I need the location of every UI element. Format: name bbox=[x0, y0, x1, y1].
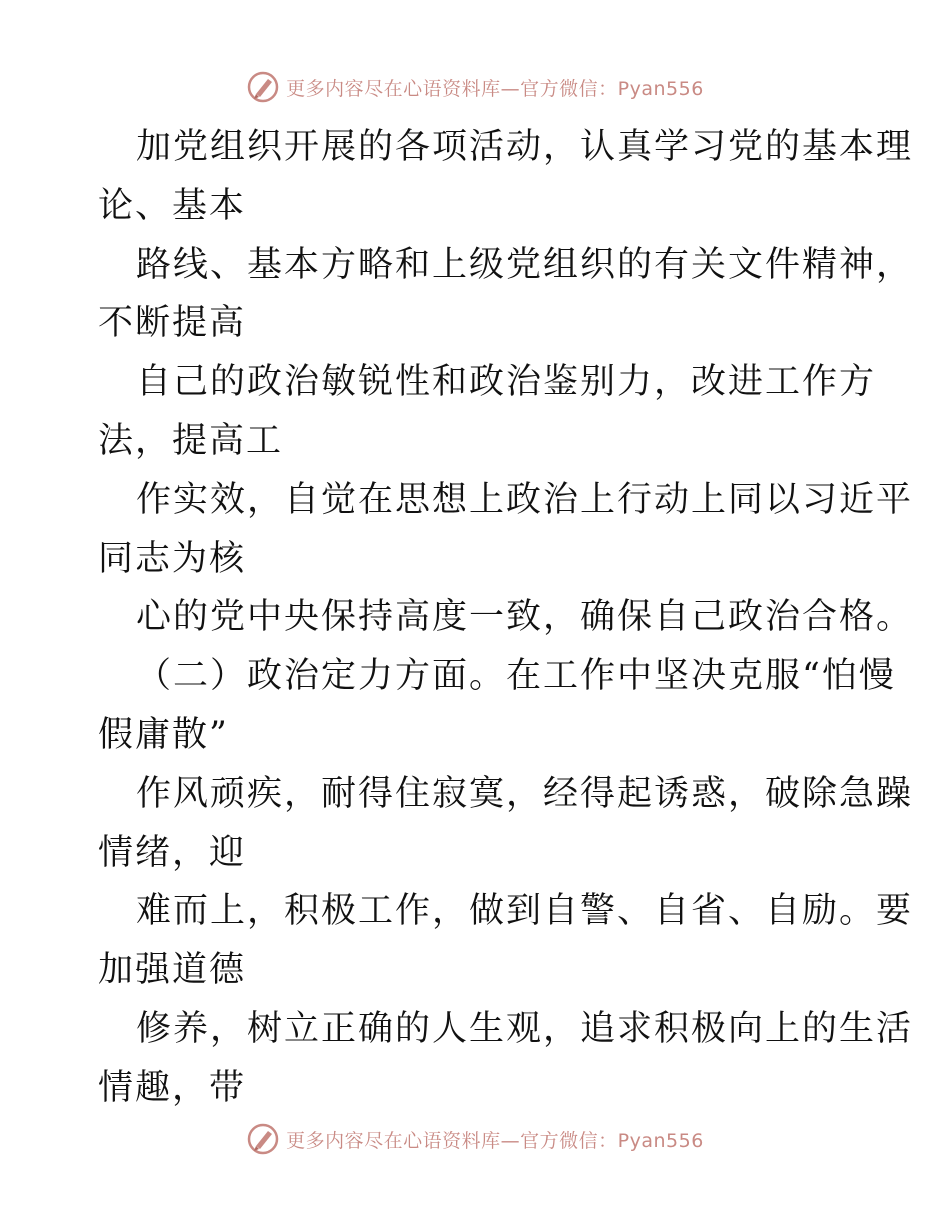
paragraph-line: 修养，树立正确的人生观，追求积极向上的生活 bbox=[136, 1008, 914, 1049]
paragraph-line: 加党组织开展的各项活动，认真学习党的基本理 bbox=[136, 127, 914, 167]
footer-watermark bbox=[0, 1122, 950, 1156]
document-body bbox=[98, 118, 914, 1118]
paragraph-line: 论、基本 bbox=[98, 185, 247, 226]
paragraph-line: 加强道德 bbox=[98, 950, 247, 991]
paragraph-line: 路线、基本方略和上级党组织的有关文件精神， bbox=[136, 244, 914, 285]
paragraph-line: 难而上，积极工作，做到自警、自省、自励。要 bbox=[136, 891, 914, 932]
pen-logo-icon bbox=[246, 70, 280, 104]
watermark-text: 更多内容尽在心语资料库—官方微信：Pyan556 bbox=[286, 77, 704, 100]
watermark-text: 更多内容尽在心语资料库—官方微信：Pyan556 bbox=[286, 1129, 704, 1152]
pen-logo-icon bbox=[246, 1122, 280, 1156]
header-watermark bbox=[0, 70, 950, 104]
paragraph-line: 自己的政治敏锐性和政治鉴别力，改进工作方 bbox=[136, 362, 877, 403]
paragraph-line: （二）政治定力方面。在工作中坚决克服“怕慢 bbox=[136, 656, 896, 697]
paragraph-line: 作风顽疾，耐得住寂寞，经得起诱惑，破除急躁 bbox=[136, 773, 914, 814]
paragraph-line: 同志为核 bbox=[98, 538, 247, 579]
paragraph-line: 作实效，自觉在思想上政治上行动上同以习近平 bbox=[136, 479, 914, 520]
paragraph-line: 假庸散” bbox=[98, 714, 229, 755]
paragraph-line: 法，提高工 bbox=[98, 420, 284, 461]
paragraph-line: 情趣，带 bbox=[98, 1067, 247, 1108]
paragraph-line: 情绪，迎 bbox=[98, 832, 247, 873]
paragraph-line: 不断提高 bbox=[98, 303, 247, 344]
paragraph-line: 心的党中央保持高度一致，确保自己政治合格。 bbox=[136, 597, 914, 638]
